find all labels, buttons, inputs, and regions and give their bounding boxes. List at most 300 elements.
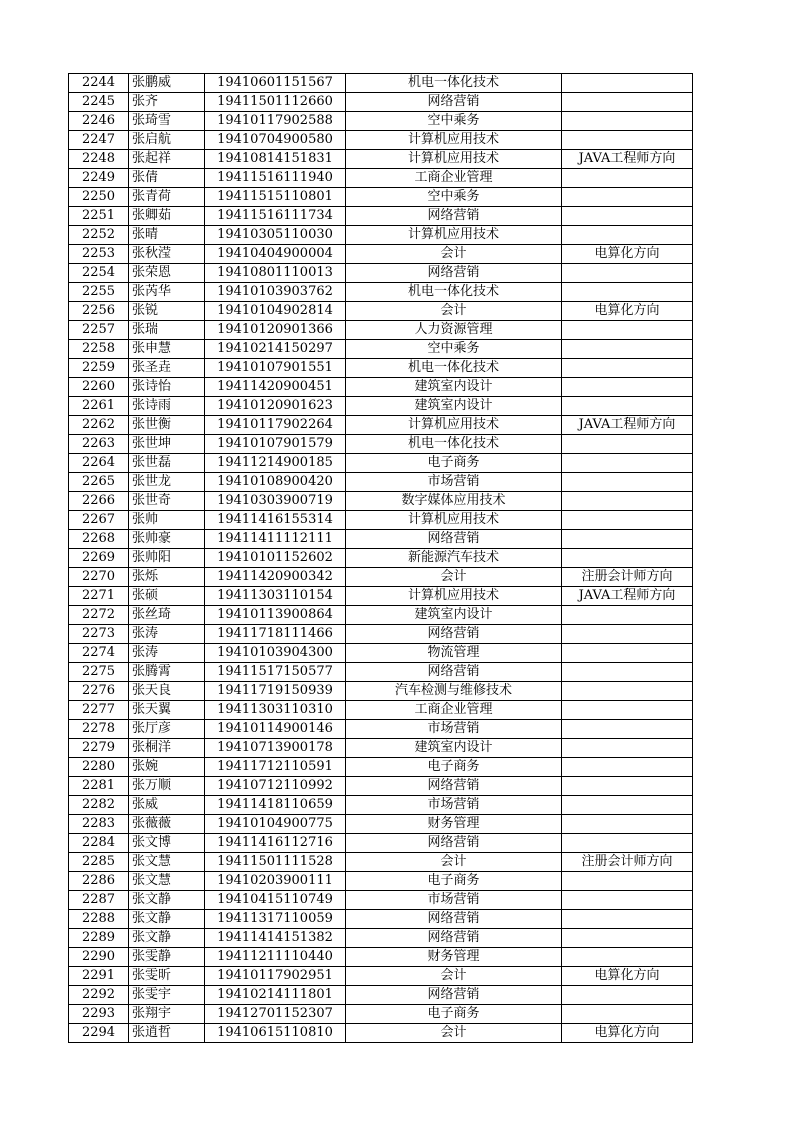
direction-cell	[562, 511, 693, 530]
table-row	[69, 606, 693, 625]
direction-cell	[562, 625, 693, 644]
table-row	[69, 834, 693, 853]
table-row	[69, 758, 693, 777]
direction-cell	[562, 739, 693, 758]
row-number-cell: 2268	[69, 530, 129, 549]
major-cell: 工商企业管理	[346, 701, 562, 720]
row-number-cell: 2258	[69, 340, 129, 359]
table-body	[69, 74, 693, 1043]
direction-cell	[562, 473, 693, 492]
major-cell: 电子商务	[346, 758, 562, 777]
direction-cell	[562, 929, 693, 948]
table-row	[69, 853, 693, 872]
student-name-cell: 张秋滢	[129, 245, 205, 264]
direction-cell	[562, 112, 693, 131]
major-cell: 网络营销	[346, 777, 562, 796]
student-id-cell: 19411317110059	[205, 910, 346, 929]
major-cell: 市场营销	[346, 891, 562, 910]
major-cell: 市场营销	[346, 720, 562, 739]
row-number-cell: 2265	[69, 473, 129, 492]
student-name-cell: 张威	[129, 796, 205, 815]
row-number-cell: 2287	[69, 891, 129, 910]
student-id-cell: 19410305110030	[205, 226, 346, 245]
student-name-cell: 张晴	[129, 226, 205, 245]
direction-cell	[562, 549, 693, 568]
table-row	[69, 663, 693, 682]
table-row	[69, 891, 693, 910]
row-number-cell: 2284	[69, 834, 129, 853]
student-id-cell: 19410104900775	[205, 815, 346, 834]
major-cell: 空中乘务	[346, 112, 562, 131]
student-id-cell: 19410117902588	[205, 112, 346, 131]
student-id-cell: 19410117902951	[205, 967, 346, 986]
table-row	[69, 948, 693, 967]
student-id-cell: 19410120901623	[205, 397, 346, 416]
student-id-cell: 19410415110749	[205, 891, 346, 910]
table-row	[69, 93, 693, 112]
major-cell: 人力资源管理	[346, 321, 562, 340]
table-row	[69, 701, 693, 720]
student-name-cell: 张诗雨	[129, 397, 205, 416]
direction-cell	[562, 207, 693, 226]
direction-cell	[562, 397, 693, 416]
row-number-cell: 2289	[69, 929, 129, 948]
student-name-cell: 张起祥	[129, 150, 205, 169]
student-id-cell: 19411517150577	[205, 663, 346, 682]
student-id-cell: 19410712110992	[205, 777, 346, 796]
direction-cell	[562, 644, 693, 663]
student-id-cell: 19410108900420	[205, 473, 346, 492]
student-name-cell: 张雯静	[129, 948, 205, 967]
student-name-cell: 张逍哲	[129, 1024, 205, 1043]
direction-cell	[562, 1005, 693, 1024]
student-id-cell: 19411516111734	[205, 207, 346, 226]
row-number-cell: 2245	[69, 93, 129, 112]
row-number-cell: 2256	[69, 302, 129, 321]
table-row	[69, 378, 693, 397]
major-cell: 网络营销	[346, 93, 562, 112]
table-row	[69, 929, 693, 948]
direction-cell	[562, 169, 693, 188]
major-cell: 会计	[346, 302, 562, 321]
student-id-cell: 19411516111940	[205, 169, 346, 188]
student-id-cell: 19410113900864	[205, 606, 346, 625]
student-id-cell: 19410601151567	[205, 74, 346, 93]
major-cell: 网络营销	[346, 264, 562, 283]
student-name-cell: 张帅阳	[129, 549, 205, 568]
table-row	[69, 796, 693, 815]
student-name-cell: 张世磊	[129, 454, 205, 473]
direction-cell	[562, 340, 693, 359]
row-number-cell: 2259	[69, 359, 129, 378]
direction-cell	[562, 682, 693, 701]
major-cell: 市场营销	[346, 796, 562, 815]
row-number-cell: 2285	[69, 853, 129, 872]
major-cell: 工商企业管理	[346, 169, 562, 188]
direction-cell	[562, 758, 693, 777]
student-id-cell: 19411420900451	[205, 378, 346, 397]
row-number-cell: 2260	[69, 378, 129, 397]
table-row	[69, 1024, 693, 1043]
direction-cell	[562, 74, 693, 93]
row-number-cell: 2273	[69, 625, 129, 644]
table-row	[69, 473, 693, 492]
direction-cell	[562, 872, 693, 891]
major-cell: 网络营销	[346, 207, 562, 226]
direction-cell: JAVA工程师方向	[562, 416, 693, 435]
major-cell: 计算机应用技术	[346, 416, 562, 435]
student-name-cell: 张倩	[129, 169, 205, 188]
table-row	[69, 112, 693, 131]
table-row	[69, 682, 693, 701]
major-cell: 会计	[346, 967, 562, 986]
major-cell: 机电一体化技术	[346, 283, 562, 302]
direction-cell: 注册会计师方向	[562, 568, 693, 587]
table-row	[69, 283, 693, 302]
major-cell: 电子商务	[346, 454, 562, 473]
major-cell: 会计	[346, 568, 562, 587]
direction-cell: 电算化方向	[562, 245, 693, 264]
direction-cell	[562, 283, 693, 302]
table-row	[69, 568, 693, 587]
student-name-cell: 张帅	[129, 511, 205, 530]
row-number-cell: 2247	[69, 131, 129, 150]
student-id-cell: 19410814151831	[205, 150, 346, 169]
major-cell: 数字媒体应用技术	[346, 492, 562, 511]
major-cell: 汽车检测与维修技术	[346, 682, 562, 701]
student-id-cell: 19410120901366	[205, 321, 346, 340]
table-row	[69, 777, 693, 796]
student-name-cell: 张文静	[129, 910, 205, 929]
table-row	[69, 530, 693, 549]
row-number-cell: 2251	[69, 207, 129, 226]
direction-cell	[562, 663, 693, 682]
student-name-cell: 张世衡	[129, 416, 205, 435]
student-name-cell: 张帅豪	[129, 530, 205, 549]
major-cell: 机电一体化技术	[346, 74, 562, 93]
table-row	[69, 625, 693, 644]
direction-cell	[562, 606, 693, 625]
direction-cell	[562, 986, 693, 1005]
table-row	[69, 264, 693, 283]
table-row	[69, 1005, 693, 1024]
major-cell: 财务管理	[346, 815, 562, 834]
row-number-cell: 2249	[69, 169, 129, 188]
row-number-cell: 2269	[69, 549, 129, 568]
student-name-cell: 张文博	[129, 834, 205, 853]
student-id-cell: 19410214150297	[205, 340, 346, 359]
table-row	[69, 397, 693, 416]
student-id-cell: 19410114900146	[205, 720, 346, 739]
student-id-cell: 19411211110440	[205, 948, 346, 967]
direction-cell	[562, 378, 693, 397]
row-number-cell: 2250	[69, 188, 129, 207]
table-row	[69, 340, 693, 359]
student-name-cell: 张瑞	[129, 321, 205, 340]
student-name-cell: 张圣垚	[129, 359, 205, 378]
row-number-cell: 2277	[69, 701, 129, 720]
student-id-cell: 19411214900185	[205, 454, 346, 473]
table-row	[69, 967, 693, 986]
table-row	[69, 188, 693, 207]
direction-cell	[562, 701, 693, 720]
row-number-cell: 2275	[69, 663, 129, 682]
row-number-cell: 2279	[69, 739, 129, 758]
major-cell: 新能源汽车技术	[346, 549, 562, 568]
direction-cell	[562, 777, 693, 796]
table-row	[69, 872, 693, 891]
student-id-cell: 19411719150939	[205, 682, 346, 701]
direction-cell: 电算化方向	[562, 967, 693, 986]
student-name-cell: 张齐	[129, 93, 205, 112]
major-cell: 电子商务	[346, 1005, 562, 1024]
major-cell: 会计	[346, 245, 562, 264]
student-name-cell: 张鹏威	[129, 74, 205, 93]
table-row	[69, 207, 693, 226]
student-id-cell: 19411420900342	[205, 568, 346, 587]
major-cell: 网络营销	[346, 530, 562, 549]
row-number-cell: 2292	[69, 986, 129, 1005]
student-id-cell: 19410303900719	[205, 492, 346, 511]
major-cell: 计算机应用技术	[346, 226, 562, 245]
row-number-cell: 2283	[69, 815, 129, 834]
direction-cell: 电算化方向	[562, 302, 693, 321]
major-cell: 网络营销	[346, 663, 562, 682]
row-number-cell: 2291	[69, 967, 129, 986]
row-number-cell: 2290	[69, 948, 129, 967]
direction-cell	[562, 131, 693, 150]
student-name-cell: 张天翼	[129, 701, 205, 720]
row-number-cell: 2280	[69, 758, 129, 777]
student-id-cell: 19411712110591	[205, 758, 346, 777]
student-id-cell: 19410107901551	[205, 359, 346, 378]
student-name-cell: 张琦雪	[129, 112, 205, 131]
table-row	[69, 492, 693, 511]
row-number-cell: 2281	[69, 777, 129, 796]
major-cell: 建筑室内设计	[346, 606, 562, 625]
student-id-cell: 19410101152602	[205, 549, 346, 568]
major-cell: 网络营销	[346, 910, 562, 929]
row-number-cell: 2255	[69, 283, 129, 302]
student-id-cell: 19411416155314	[205, 511, 346, 530]
direction-cell	[562, 834, 693, 853]
student-id-cell: 19411416112716	[205, 834, 346, 853]
direction-cell: 电算化方向	[562, 1024, 693, 1043]
student-name-cell: 张世龙	[129, 473, 205, 492]
table-row	[69, 454, 693, 473]
student-name-cell: 张丝琦	[129, 606, 205, 625]
row-number-cell: 2253	[69, 245, 129, 264]
row-number-cell: 2271	[69, 587, 129, 606]
row-number-cell: 2262	[69, 416, 129, 435]
student-name-cell: 张青荷	[129, 188, 205, 207]
student-id-cell: 19411303110310	[205, 701, 346, 720]
table-row	[69, 511, 693, 530]
major-cell: 会计	[346, 853, 562, 872]
student-name-cell: 张厅彦	[129, 720, 205, 739]
student-name-cell: 张天良	[129, 682, 205, 701]
direction-cell	[562, 815, 693, 834]
student-name-cell: 张文慧	[129, 853, 205, 872]
table-row	[69, 549, 693, 568]
table-row	[69, 986, 693, 1005]
student-name-cell: 张桐洋	[129, 739, 205, 758]
student-name-cell: 张涛	[129, 644, 205, 663]
table-row	[69, 131, 693, 150]
direction-cell: JAVA工程师方向	[562, 587, 693, 606]
student-name-cell: 张婉	[129, 758, 205, 777]
row-number-cell: 2263	[69, 435, 129, 454]
major-cell: 市场营销	[346, 473, 562, 492]
student-name-cell: 张卿茹	[129, 207, 205, 226]
student-id-cell: 19410104902814	[205, 302, 346, 321]
table-row	[69, 150, 693, 169]
student-id-cell: 19411411112111	[205, 530, 346, 549]
student-id-cell: 19411515110801	[205, 188, 346, 207]
student-name-cell: 张文慧	[129, 872, 205, 891]
direction-cell	[562, 720, 693, 739]
student-id-cell: 19410615110810	[205, 1024, 346, 1043]
student-id-cell: 19411414151382	[205, 929, 346, 948]
row-number-cell: 2266	[69, 492, 129, 511]
direction-cell	[562, 321, 693, 340]
row-number-cell: 2286	[69, 872, 129, 891]
student-id-cell: 19411418110659	[205, 796, 346, 815]
direction-cell	[562, 910, 693, 929]
student-name-cell: 张世奇	[129, 492, 205, 511]
row-number-cell: 2248	[69, 150, 129, 169]
major-cell: 建筑室内设计	[346, 397, 562, 416]
direction-cell	[562, 264, 693, 283]
row-number-cell: 2288	[69, 910, 129, 929]
table-row	[69, 302, 693, 321]
student-id-cell: 19410214111801	[205, 986, 346, 1005]
table-row	[69, 720, 693, 739]
major-cell: 计算机应用技术	[346, 131, 562, 150]
student-id-cell: 19410801110013	[205, 264, 346, 283]
table-row	[69, 739, 693, 758]
major-cell: 空中乘务	[346, 340, 562, 359]
student-name-cell: 张薇薇	[129, 815, 205, 834]
student-name-cell: 张硕	[129, 587, 205, 606]
student-name-cell: 张雯昕	[129, 967, 205, 986]
major-cell: 建筑室内设计	[346, 739, 562, 758]
direction-cell	[562, 226, 693, 245]
major-cell: 网络营销	[346, 625, 562, 644]
row-number-cell: 2252	[69, 226, 129, 245]
row-number-cell: 2276	[69, 682, 129, 701]
student-name-cell: 张启航	[129, 131, 205, 150]
major-cell: 网络营销	[346, 986, 562, 1005]
student-name-cell: 张涛	[129, 625, 205, 644]
row-number-cell: 2272	[69, 606, 129, 625]
table-row	[69, 245, 693, 264]
row-number-cell: 2270	[69, 568, 129, 587]
row-number-cell: 2264	[69, 454, 129, 473]
student-name-cell: 张申慧	[129, 340, 205, 359]
row-number-cell: 2282	[69, 796, 129, 815]
row-number-cell: 2261	[69, 397, 129, 416]
student-id-cell: 19410404900004	[205, 245, 346, 264]
student-id-cell: 19410103903762	[205, 283, 346, 302]
major-cell: 建筑室内设计	[346, 378, 562, 397]
student-name-cell: 张文静	[129, 891, 205, 910]
direction-cell	[562, 492, 693, 511]
direction-cell	[562, 530, 693, 549]
student-name-cell: 张文静	[129, 929, 205, 948]
direction-cell: 注册会计师方向	[562, 853, 693, 872]
direction-cell	[562, 454, 693, 473]
major-cell: 物流管理	[346, 644, 562, 663]
table-row	[69, 910, 693, 929]
student-id-cell: 19410107901579	[205, 435, 346, 454]
student-name-cell: 张烁	[129, 568, 205, 587]
student-name-cell: 张芮华	[129, 283, 205, 302]
student-name-cell: 张雯宇	[129, 986, 205, 1005]
major-cell: 空中乘务	[346, 188, 562, 207]
table-row	[69, 169, 693, 188]
major-cell: 网络营销	[346, 929, 562, 948]
direction-cell	[562, 796, 693, 815]
table-row	[69, 359, 693, 378]
major-cell: 电子商务	[346, 872, 562, 891]
direction-cell	[562, 93, 693, 112]
direction-cell	[562, 188, 693, 207]
direction-cell	[562, 891, 693, 910]
row-number-cell: 2294	[69, 1024, 129, 1043]
student-id-cell: 19410704900580	[205, 131, 346, 150]
direction-cell	[562, 948, 693, 967]
major-cell: 计算机应用技术	[346, 150, 562, 169]
major-cell: 财务管理	[346, 948, 562, 967]
table-row	[69, 321, 693, 340]
direction-cell	[562, 359, 693, 378]
row-number-cell: 2246	[69, 112, 129, 131]
table-row	[69, 435, 693, 454]
student-name-cell: 张翔宇	[129, 1005, 205, 1024]
student-name-cell: 张万顺	[129, 777, 205, 796]
student-id-cell: 19410117902264	[205, 416, 346, 435]
row-number-cell: 2244	[69, 74, 129, 93]
student-id-cell: 19411501111528	[205, 853, 346, 872]
table-row	[69, 226, 693, 245]
table-row	[69, 587, 693, 606]
table-row	[69, 416, 693, 435]
student-id-cell: 19410713900178	[205, 739, 346, 758]
row-number-cell: 2254	[69, 264, 129, 283]
row-number-cell: 2293	[69, 1005, 129, 1024]
major-cell: 机电一体化技术	[346, 359, 562, 378]
table-row	[69, 74, 693, 93]
major-cell: 机电一体化技术	[346, 435, 562, 454]
major-cell: 计算机应用技术	[346, 587, 562, 606]
student-name-cell: 张世坤	[129, 435, 205, 454]
row-number-cell: 2278	[69, 720, 129, 739]
row-number-cell: 2274	[69, 644, 129, 663]
student-name-cell: 张荣恩	[129, 264, 205, 283]
student-name-cell: 张锐	[129, 302, 205, 321]
student-id-cell: 19411501112660	[205, 93, 346, 112]
student-name-cell: 张腾霄	[129, 663, 205, 682]
direction-cell: JAVA工程师方向	[562, 150, 693, 169]
student-id-cell: 19410103904300	[205, 644, 346, 663]
student-id-cell: 19411718111466	[205, 625, 346, 644]
row-number-cell: 2267	[69, 511, 129, 530]
row-number-cell: 2257	[69, 321, 129, 340]
student-id-cell: 19411303110154	[205, 587, 346, 606]
direction-cell	[562, 435, 693, 454]
student-id-cell: 19412701152307	[205, 1005, 346, 1024]
